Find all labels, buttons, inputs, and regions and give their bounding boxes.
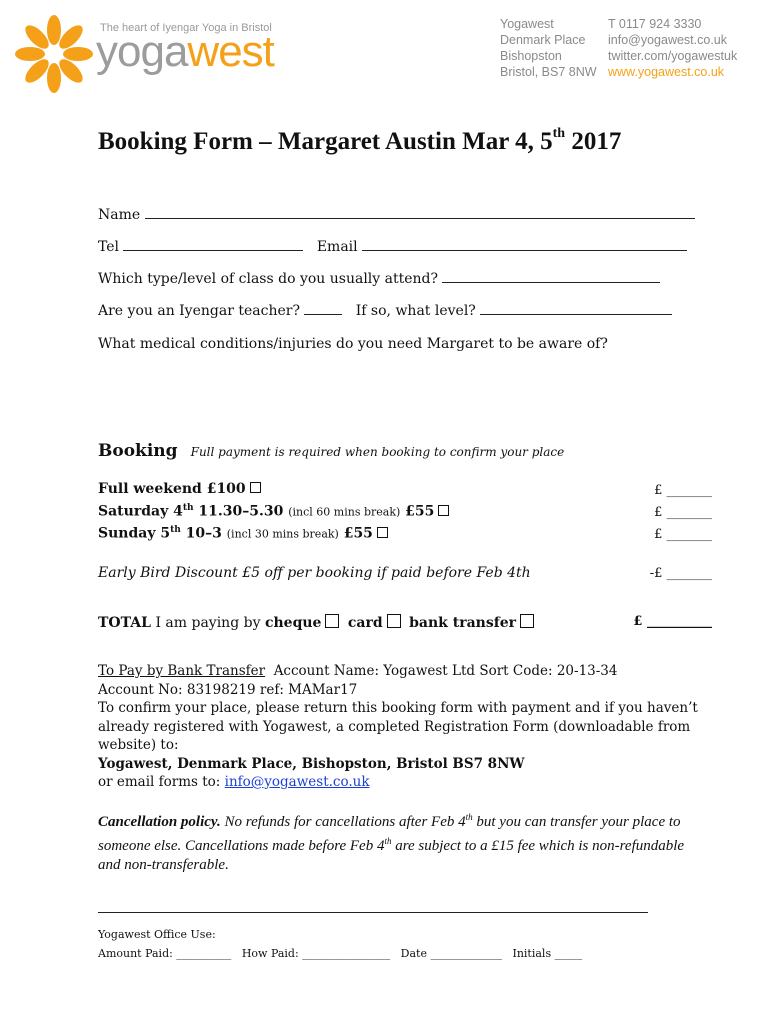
tagline: The heart of Iyengar Yoga in Bristol <box>100 22 272 34</box>
option-saturday: Saturday 4th 11.30–5.30 (incl 60 mins break) £55 <box>98 503 449 520</box>
amount-paid-field[interactable]: Amount Paid: __________ <box>98 947 232 960</box>
postal-address: Yogawest, Denmark Place, Bishopston, Bristol BS7 8NW <box>98 755 525 772</box>
cancellation-policy: Cancellation policy. No refunds for cancellations after Feb 4th but you can transfer your place to someone else. Cancellations made before Feb 4th are subject to a £15 fee which is non-refundable and non-transferable. <box>98 812 685 873</box>
sun-flower-logo-icon <box>14 14 94 94</box>
email-forms-line: or email forms to: info@yogawest.co.uk <box>98 774 370 790</box>
name-field[interactable] <box>145 206 695 219</box>
cheque-label: cheque <box>264 615 322 631</box>
office-use-row <box>98 947 582 960</box>
confirm-text: To confirm your place, please return this booking form with payment and if you haven’t already registered with Yogawest, a completed Registration Form (downloadable from website) to: <box>98 700 698 753</box>
level-field[interactable] <box>480 302 672 315</box>
policy-label: Cancellation policy. <box>98 814 221 830</box>
option-full-weekend: Full weekend £100 <box>98 481 261 497</box>
brand-wordmark <box>96 28 274 76</box>
teacher-field[interactable] <box>304 302 342 315</box>
phone: T 0117 924 3330 <box>608 17 702 31</box>
address-line: Yogawest <box>500 17 554 31</box>
discount-amount[interactable]: -£ _______ <box>649 566 712 581</box>
twitter-link[interactable]: twitter.com/yogawestuk <box>608 49 738 63</box>
booking-heading-row <box>98 441 564 461</box>
saturday-amount[interactable]: £ _______ <box>654 505 712 520</box>
address-line: Bishopston <box>500 49 562 63</box>
early-bird-discount: Early Bird Discount £5 off per booking if paid before Feb 4th <box>98 565 531 581</box>
booking-heading: Booking <box>98 441 178 461</box>
sunday-checkbox[interactable] <box>377 527 388 538</box>
email-label: Email <box>316 239 358 255</box>
tel-label: Tel <box>98 239 120 255</box>
address-line: Bristol, BS7 8NW <box>500 65 597 79</box>
paying-by-label: I am paying by <box>155 615 261 631</box>
medical-question: What medical conditions/injuries do you need Margaret to be aware of? <box>98 336 608 352</box>
total-row <box>98 614 538 631</box>
account-name: Account Name: Yogawest Ltd Sort Code: 20-13-34 <box>273 663 618 679</box>
bank-transfer-checkbox[interactable] <box>520 614 534 628</box>
class-question: Which type/level of class do you usually attend? <box>98 271 439 287</box>
full-weekend-checkbox[interactable] <box>250 482 261 493</box>
contact-block <box>608 16 737 80</box>
divider <box>98 912 648 913</box>
class-row <box>98 270 660 287</box>
card-checkbox[interactable] <box>387 614 401 628</box>
bank-transfer-heading: To Pay by Bank Transfer <box>98 663 266 679</box>
card-label: card <box>347 615 383 631</box>
payment-details <box>98 662 698 792</box>
initials-field[interactable]: Initials _____ <box>512 947 583 960</box>
total-amount[interactable]: £ __________ <box>633 614 712 629</box>
cheque-checkbox[interactable] <box>325 614 339 628</box>
tel-field[interactable] <box>123 238 303 251</box>
bank-transfer-label: bank transfer <box>409 615 517 631</box>
address-line: Denmark Place <box>500 33 586 47</box>
teacher-question: Are you an Iyengar teacher? <box>98 303 300 319</box>
date-field[interactable]: Date _____________ <box>400 947 502 960</box>
how-paid-field[interactable]: How Paid: ________________ <box>241 947 391 960</box>
email-field[interactable] <box>362 238 687 251</box>
brand-part-west: west <box>187 27 274 76</box>
sunday-amount[interactable]: £ _______ <box>654 527 712 542</box>
name-label: Name <box>98 207 141 223</box>
level-question: If so, what level? <box>355 303 476 319</box>
page-title: Booking Form – Margaret Austin Mar 4, 5th 2017 <box>98 126 622 155</box>
address-block <box>500 16 597 80</box>
teacher-row <box>98 302 672 319</box>
total-label: TOTAL <box>98 615 151 631</box>
website-link[interactable]: www.yogawest.co.uk <box>608 65 725 79</box>
tel-email-row <box>98 238 687 255</box>
brand-part-yoga: yoga <box>96 27 188 76</box>
bank-transfer-line <box>98 662 698 681</box>
header-email[interactable]: info@yogawest.co.uk <box>608 33 728 47</box>
saturday-checkbox[interactable] <box>438 505 449 516</box>
full-weekend-amount[interactable]: £ _______ <box>654 483 712 498</box>
booking-note: Full payment is required when booking to confirm your place <box>190 445 565 459</box>
option-sunday: Sunday 5th 10–3 (incl 30 mins break) £55 <box>98 525 388 542</box>
office-use-heading: Yogawest Office Use: <box>98 928 216 941</box>
name-row <box>98 206 695 223</box>
email-link[interactable]: info@yogawest.co.uk <box>224 774 370 790</box>
account-number: Account No: 83198219 ref: MAMar17 <box>98 681 358 698</box>
class-field[interactable] <box>442 270 660 283</box>
